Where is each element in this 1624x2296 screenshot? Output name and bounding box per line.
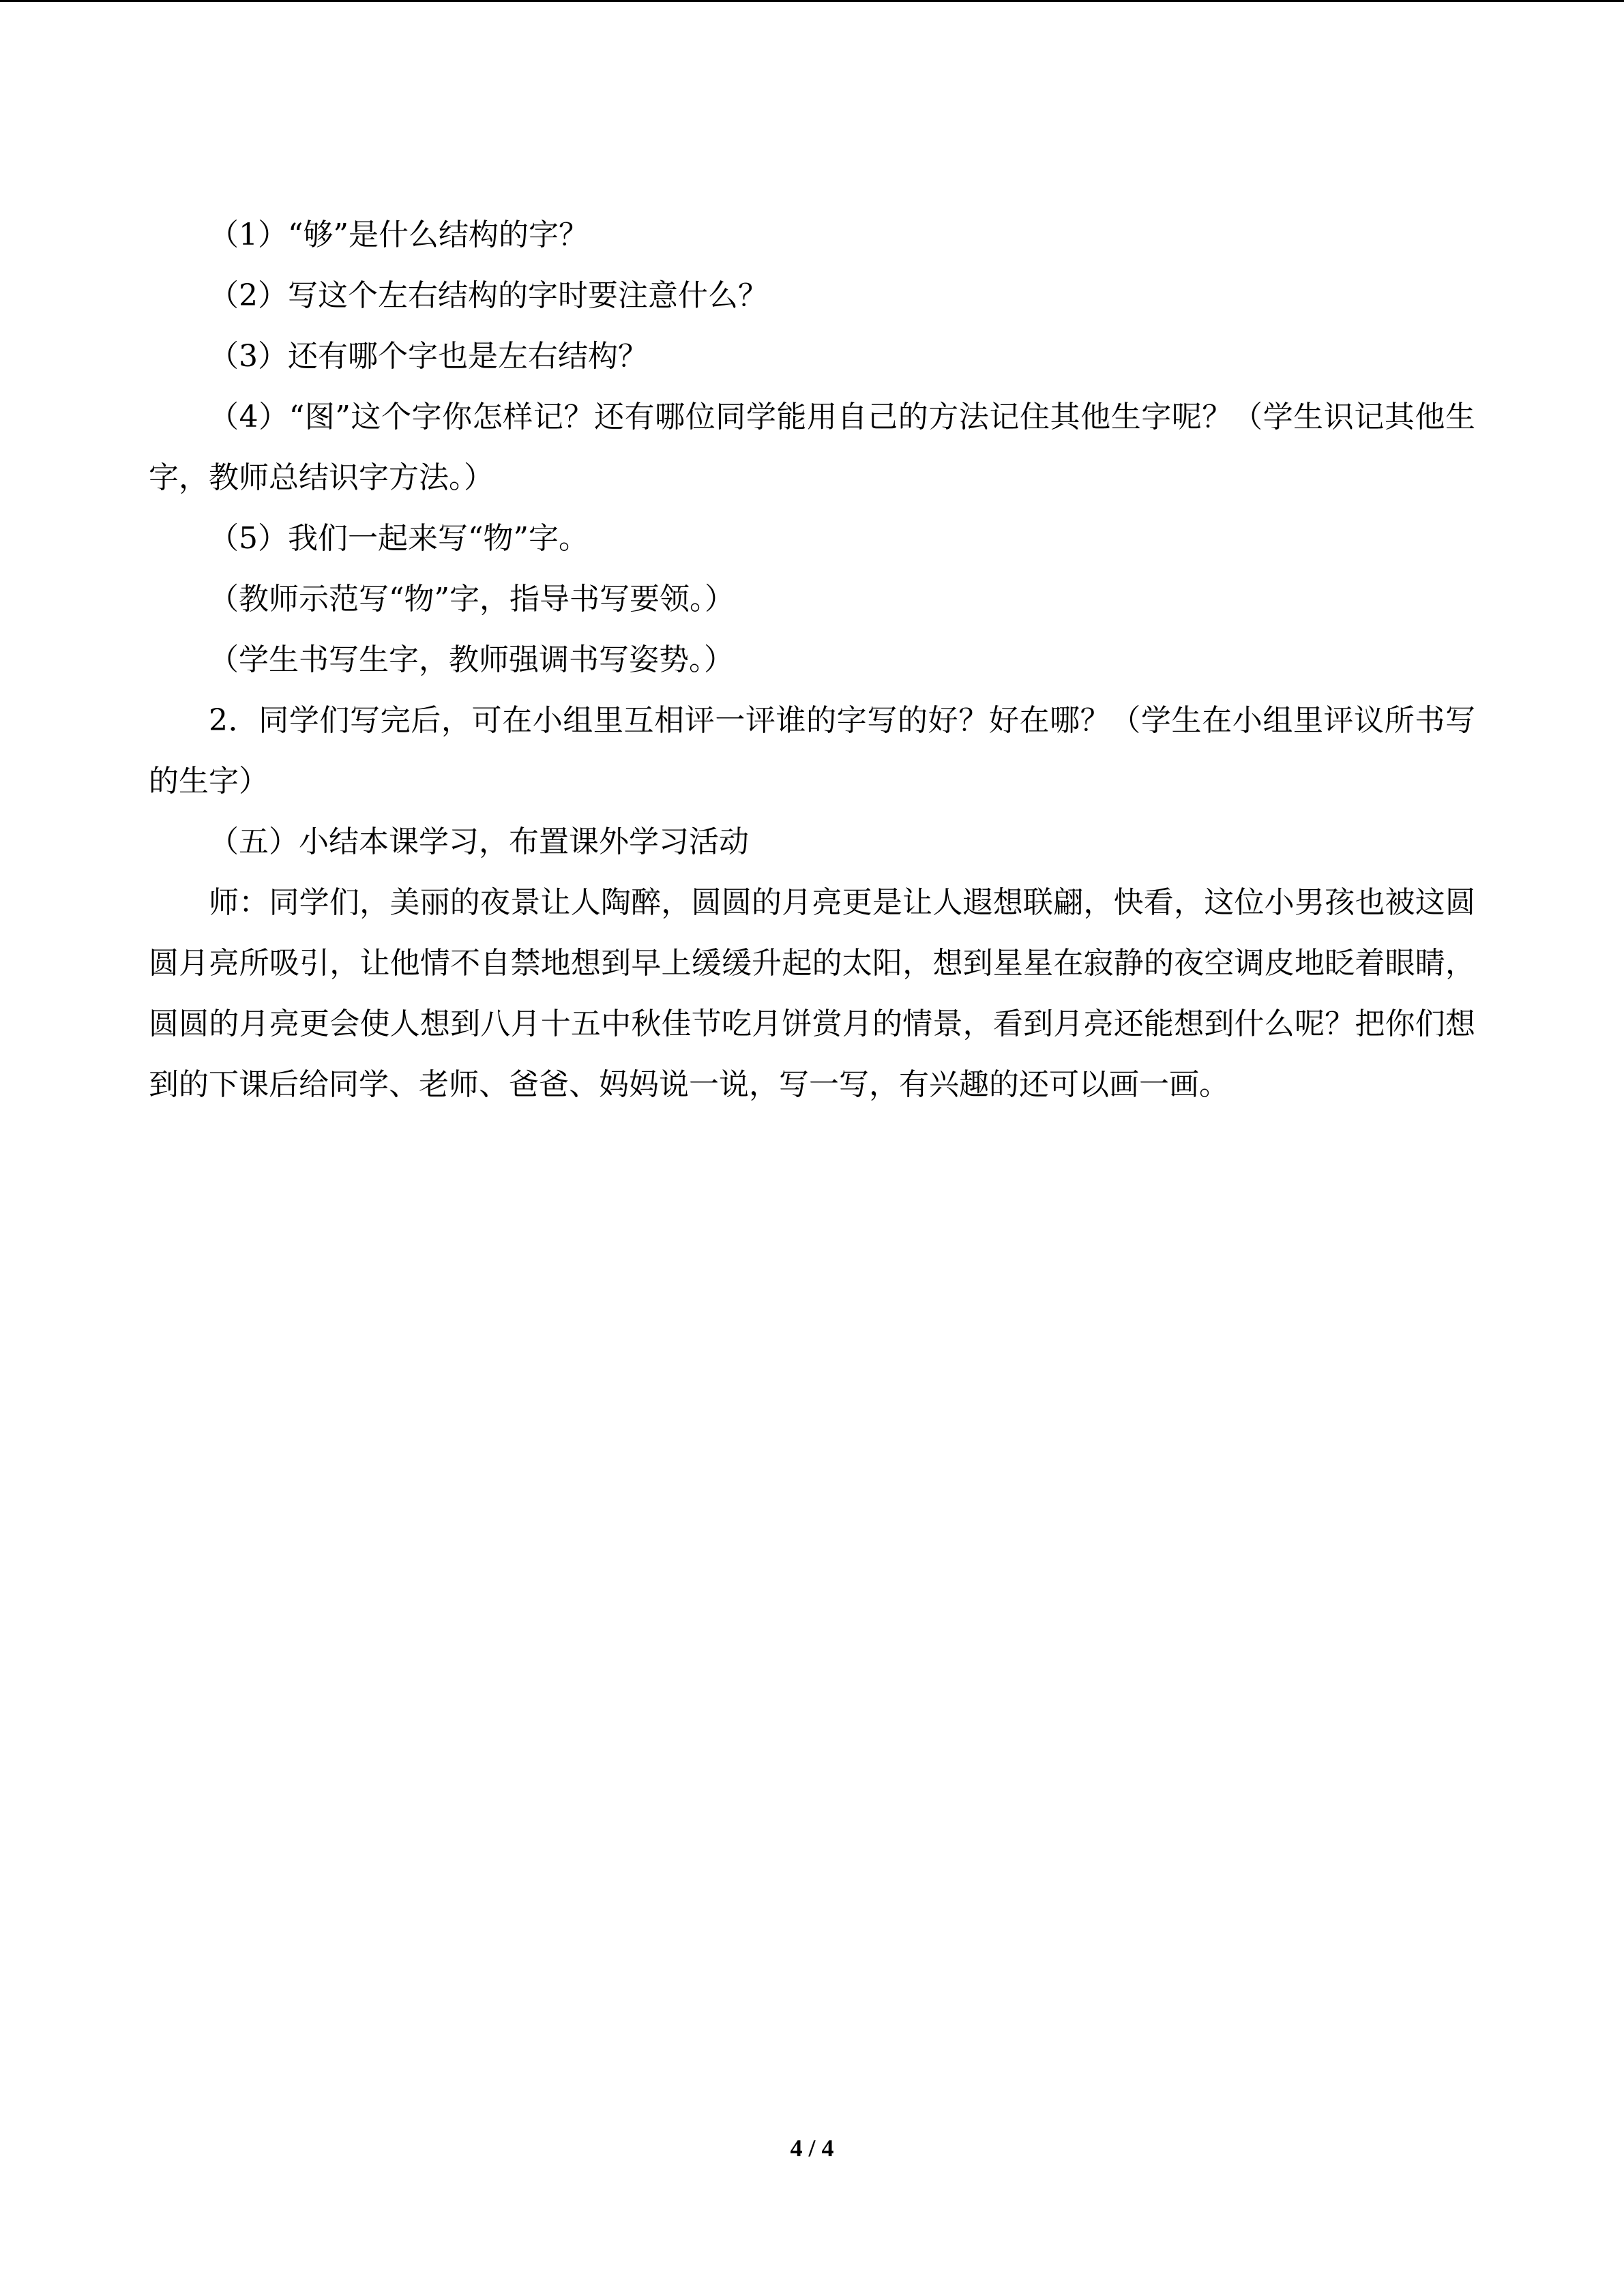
- question-3: （3）还有哪个字也是左右结构？: [209, 339, 648, 374]
- student-writing-note: （学生书写生字，教师强调书写姿势。）: [209, 642, 734, 677]
- section-heading-summary: （五）小结本课学习，布置课外学习活动: [209, 824, 749, 859]
- question-4: （4）“图”这个字你怎样记？还有哪位同学能用自己的方法记住其他生字呢？（学生识记其他生字，教师总结识字方法。）: [149, 400, 1475, 495]
- page-number: 4 / 4: [790, 2134, 834, 2162]
- teacher-demo-note: （教师示范写“物”字，指导书写要领。）: [209, 582, 735, 616]
- question-5: （5）我们一起来写“物”字。: [209, 521, 589, 556]
- question-2: （2）写这个左右结构的字时要注意什么？: [209, 278, 768, 313]
- document-body: [149, 205, 1475, 1115]
- peer-review-step: 2．同学们写完后，可在小组里互相评一评谁的字写的好？好在哪？（学生在小组里评议所书写的生字）: [149, 703, 1475, 799]
- question-1: （1）“够”是什么结构的字？: [209, 218, 589, 252]
- page-top-border: [0, 0, 1624, 2]
- teacher-closing-paragraph: 师：同学们，美丽的夜景让人陶醉，圆圆的月亮更是让人遐想联翩，快看，这位小男孩也被这圆圆月亮所吸引，让他情不自禁地想到早上缓缓升起的太阳，想到星星在寂静的夜空调皮地眨着眼睛，圆圆的月亮更会使人想到八月十五中秋佳节吃月饼赏月的情景，看到月亮还能想到什么呢？把你们想到的下课后给同学、老师、爸爸、妈妈说一说，写一写，有兴趣的还可以画一画。: [149, 885, 1475, 1102]
